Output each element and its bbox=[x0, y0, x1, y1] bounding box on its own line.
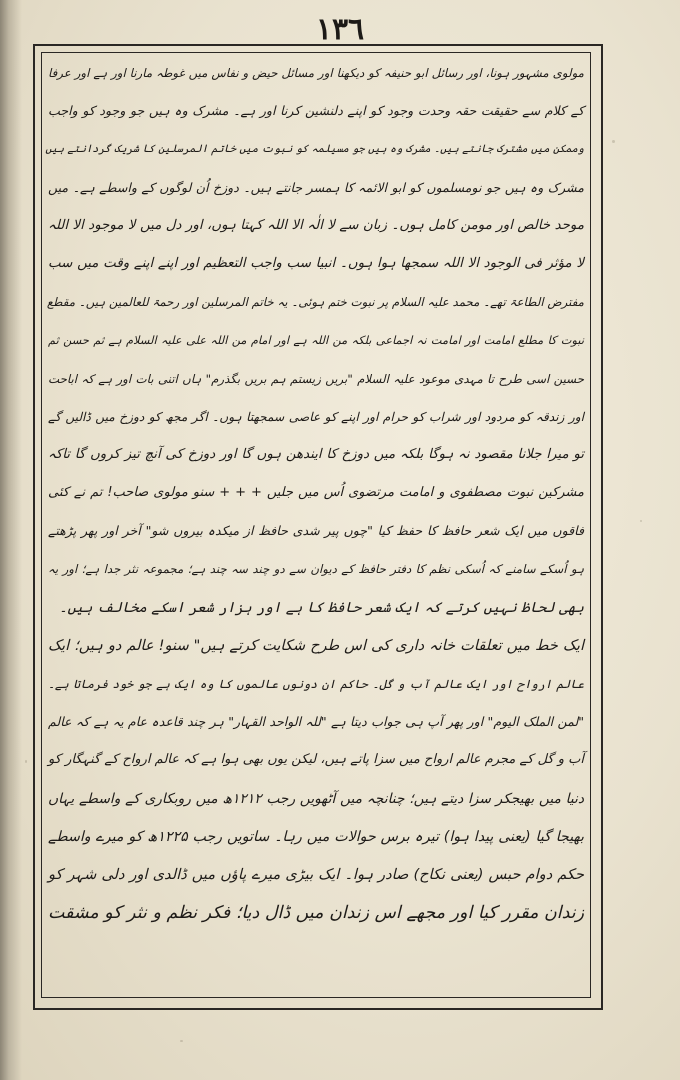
text-line: ہو اُسکے سامنے کہ اُسکی نظم کا دفتر حافظ کے دیوان سے دو چند سہ چند ہے؛ مجموعہ نثر جدا ہے؛ اور یہ bbox=[48, 562, 584, 577]
paper-speck bbox=[640, 520, 642, 522]
text-line: "لمن الملک الیوم" اور پھر آپ ہی جواب دیتا ہے "للہ الواحد القہار" ہر چند قاعدہ عام یہ ہے کہ عالم bbox=[48, 714, 584, 730]
paper-speck bbox=[612, 140, 615, 143]
text-line: تو میرا جلانا مقصود نہ ہوگا بلکہ میں دوزخ کا ایندھن ہوں گا اور دوزخ کی آنچ تیز کروں گا تاکہ bbox=[48, 446, 584, 462]
text-line: آب و گل کے مجرم عالم ارواح میں سزا پاتے ہیں، لیکن یوں بھی ہوا ہے کہ عالم ارواح کے گنہگار کو bbox=[48, 752, 584, 768]
text-line: اور زندقہ کو مردود اور شراب کو حرام اور اپنے کو عاصی سمجھتا ہوں۔ اگر مجھ کو دوزخ میں ڈالیں گے bbox=[48, 409, 584, 424]
text-line: زندان مقرر کیا اور مجھے اس زندان میں ڈال دیا؛ فکر نظم و نثر کو مشقت bbox=[48, 903, 584, 924]
text-line: بھی لحاظ نہیں کرتے کہ ایک شعر حافظ کا ہے اور ہزار شعر اسکے مخالف ہیں۔ bbox=[59, 599, 584, 616]
text-line: مولوی مشہور ہونا، اور رسائل ابو حنیفہ کو دیکھنا اور مسائل حیض و نفاس میں غوطہ مارنا اور ہے اور عرفا bbox=[48, 66, 584, 80]
text-line: دنیا میں بھیجکر سزا دیتے ہیں؛ چنانچہ میں آٹھویں رجب ۱۲۱۲ھ میں روبکاری کے واسطے یہاں bbox=[48, 790, 584, 807]
paper-speck bbox=[25, 760, 27, 763]
text-line: ایک خط میں تعلقات خانہ داری کی اس طرح شکایت کرتے ہیں" سنو! عالم دو ہیں؛ ایک bbox=[48, 636, 584, 654]
text-line: لا مؤثر فی الوجود الا اللہ سمجھا ہوا ہوں۔ انبیا سب واجب التعظیم اور اپنے اپنے وقت میں سب bbox=[48, 255, 584, 271]
text-line: مفترض الطاعۃ تھے۔ محمد علیہ السلام پر نبوت ختم ہوئی۔ یہ خاتم المرسلین اور رحمۃ للعالمین ہیں۔ مقطع bbox=[46, 295, 584, 310]
text-line: مشرک وہ ہیں جو نومسلموں کو ابو الائمہ کا ہمسر جانتے ہیں۔ دوزخ اُن لوگوں کے واسطے ہے۔ میں bbox=[48, 179, 584, 195]
text-line: کے کلام سے حقیقت حقہ وحدت وجود کو اپنے دلنشین کرنا اور ہے۔ مشرک وہ ہیں جو وجود کو واجب bbox=[48, 103, 584, 119]
text-line: بھیجا گیا (یعنی پیدا ہوا) تیرہ برس حوالات میں رہا۔ ساتویں رجب ۱۲۲۵ھ کو میرے واسطے bbox=[48, 828, 584, 845]
binding-shadow bbox=[0, 0, 22, 1080]
text-line: فاقوں میں ایک شعر حافظ کا حفظ کیا "چوں پیر شدی حافظ از میکدہ بیروں شو" آخر اور پھر پڑھتے bbox=[48, 523, 584, 539]
page-number: ١٣٦ bbox=[315, 12, 365, 47]
text-line: حسین اسی طرح تا مہدی موعود علیہ السلام "بریں زیستم ہم بریں بگذرم" ہاں اتنی بات اور ہے کہ اباحت bbox=[48, 371, 584, 386]
paper-speck bbox=[180, 1040, 183, 1042]
text-line: مشرکین نبوت مصطفوی و امامت مرتضوی اُس میں جلیں + + + سنو مولوی صاحب! تم نے کئی bbox=[48, 485, 584, 501]
text-line: موحد خالص اور مومن کامل ہوں۔ زبان سے لا الٰہ الا اللہ کہتا ہوں، اور دل میں لا موجود الا اللہ bbox=[48, 217, 584, 233]
body-text bbox=[44, 54, 588, 994]
text-line: عالم ارواح اور ایک عالم آب و گل۔ حاکم ان دونوں عالموں کا وہ ایک ہے جو خود فرماتا ہے۔ bbox=[48, 677, 584, 691]
text-line: نبوت کا مطلع امامت اور امامت نہ اجماعی بلکہ من اللہ ہے اور امام من اللہ علی علیہ السلام ہے ثم حسن ثم bbox=[48, 333, 584, 348]
text-line: حکم دوام حبس (یعنی نکاح) صادر ہوا۔ ایک بیڑی میرے پاؤں میں ڈالدی اور دلی شہر کو bbox=[48, 865, 584, 883]
text-line: وممکن میں مشترک جانتے ہیں۔ مشرک وہ ہیں جو مسیلمہ کو نبوت میں خاتم المرسلین کا شریک گردانتے ہیں bbox=[45, 143, 584, 156]
